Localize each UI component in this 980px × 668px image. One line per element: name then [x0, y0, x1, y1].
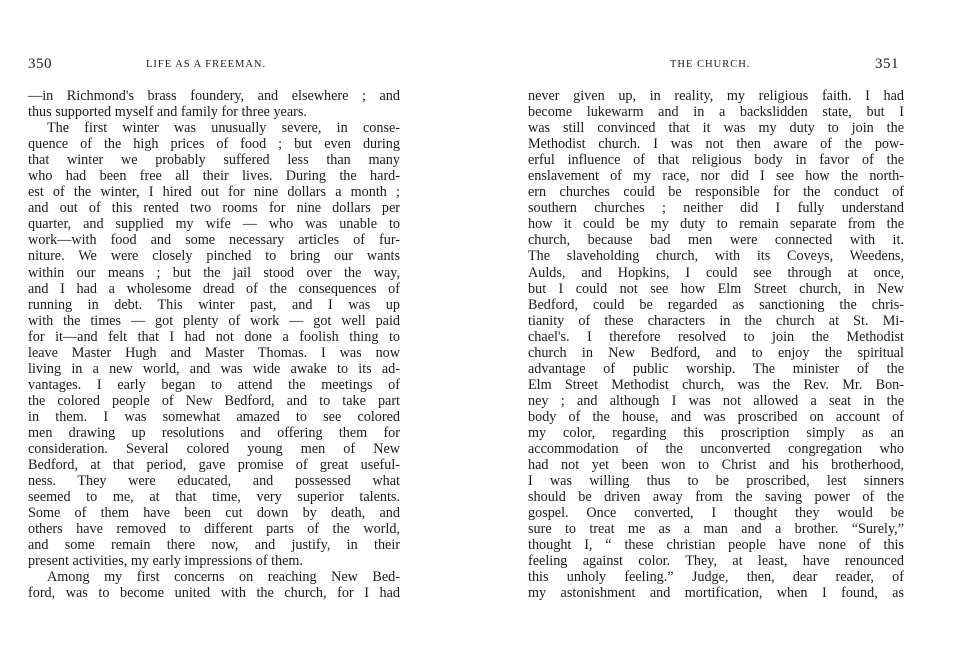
running-head: LIFE AS A FREEMAN. [146, 59, 267, 70]
text-line: the colored people of New Bedford, and to take part [28, 392, 400, 409]
text-line: Bedford, at that period, gave promise of great useful- [28, 457, 400, 474]
text-line: enslavement of my race, nor did I see how the north- [528, 168, 904, 185]
text-line: Methodist church. I was not then aware of the pow- [528, 136, 904, 153]
text-line: vantages. I early began to attend the meetings of [28, 376, 400, 393]
text-line: I was willing thus to be proscribed, lest sinners [528, 473, 904, 490]
text-line: ness. They were educated, and possessed what [28, 473, 400, 490]
text-line: consideration. Several colored young men of New [28, 441, 400, 458]
text-line: Some of them have been cut down by death, and [28, 505, 400, 522]
text-line: my astonishment and mortification, when I found, as [528, 585, 904, 602]
text-line: running in debt. This winter past, and I was up [28, 296, 400, 313]
text-line: ern churches could be responsible for the conduct of [528, 184, 904, 201]
body-text [28, 88, 400, 602]
text-line: thus supported myself and family for three years. [28, 104, 307, 121]
text-line: that winter we probably suffered less than many [28, 152, 400, 169]
text-line: ney ; and although I was not allowed a seat in the [528, 392, 904, 409]
text-line: but I could not see how Elm Street church, in New [528, 280, 904, 297]
text-line: ford, was to become united with the church, for I had [28, 585, 400, 602]
text-line: leave Master Hugh and Master Thomas. I was now [28, 344, 400, 361]
text-line: southern churches ; neither did I fully understand [528, 200, 904, 217]
text-line: church in New Bedford, and to enjoy the spiritual [528, 344, 904, 361]
text-line: niture. We were closely pinched to bring our wants [28, 248, 400, 265]
text-line: living in a new world, and was wide awake to its ad- [28, 360, 400, 377]
text-line: work—with food and some necessary articles of fur- [28, 232, 400, 249]
text-line: thought I, “ these christian people have none of this [528, 537, 904, 554]
text-line: sure to treat me as a man and a brother. “Surely,” [528, 521, 904, 538]
text-line: and out of this rented two rooms for nine dollars per [28, 200, 400, 217]
text-line: others have removed to different parts of the world, [28, 521, 400, 538]
text-line: quence of the high prices of food ; but even during [28, 136, 400, 153]
text-line: become lukewarm and in a backslidden state, but I [528, 104, 904, 121]
text-line: within our means ; but the jail stood over the way, [28, 264, 400, 281]
text-line: —in Richmond's brass foundery, and elsewhere ; and [28, 88, 400, 104]
text-line: chael's. I therefore resolved to join the Methodist [528, 328, 904, 345]
text-line: and I had a wholesome dread of the consequences of [28, 280, 400, 297]
text-line: this unholy feeling.” Judge, then, dear reader, of [528, 569, 904, 586]
text-line: should be driven away from the saving power of the [528, 489, 904, 506]
text-line: Among my first concerns on reaching New Bed- [47, 569, 400, 586]
right-page [490, 0, 980, 668]
text-line: present activities, my early impressions of them. [28, 553, 304, 570]
text-line: had not yet been won to Christ and his brotherhood, [528, 457, 904, 474]
text-line: seemed to me, at that time, very superior talents. [28, 489, 400, 506]
text-line: who had been free all their lives. During the hard- [28, 168, 400, 185]
text-line: and some remain there now, and justify, in their [28, 537, 400, 554]
text-line: gospel. Once converted, I thought they would be [528, 505, 904, 522]
page-number: 351 [875, 56, 899, 72]
text-line: Elm Street Methodist church, was the Rev. Mr. Bon- [528, 376, 904, 393]
body-text [528, 88, 904, 602]
text-line: tianity of these characters in the church at St. Mi- [528, 312, 904, 329]
text-line: men drawing up resolutions and offering them for [28, 424, 400, 441]
text-line: how it could be my duty to remain separate from the [528, 216, 904, 233]
text-line: my color, regarding this proscription simply as an [528, 424, 904, 441]
text-line: advantage of public worship. The minister of the [528, 360, 904, 377]
running-head: THE CHURCH. [670, 59, 751, 70]
text-line: Bedford, could be regarded as sanctioning the chris- [528, 296, 904, 313]
text-line: quarter, and supplied my wife — who was unable to [28, 216, 400, 233]
text-line: for it—and felt that I had not done a foolish thing to [28, 328, 400, 345]
text-line: The slaveholding church, with its Coveys, Weedens, [528, 248, 904, 265]
page-number: 350 [28, 56, 52, 72]
text-line: never given up, in reality, my religious faith. I had [528, 88, 904, 104]
text-line: body of the house, and was proscribed on account of [528, 408, 904, 425]
text-line: est of the winter, I hired out for nine dollars a month ; [28, 184, 400, 201]
text-line: feeling against color. They, at least, have renounced [528, 553, 904, 570]
text-line: Aulds, and Hopkins, I could see through at once, [528, 264, 904, 281]
text-line: The first winter was unusually severe, in conse- [47, 120, 400, 137]
text-line: church, because bad men were connected with it. [528, 232, 904, 249]
text-line: erful influence of that religious body in favor of the [528, 152, 904, 169]
left-page [0, 0, 480, 668]
text-line: with the times — got plenty of work — got well paid [28, 312, 400, 329]
text-line: in them. I was somewhat amazed to see colored [28, 408, 400, 425]
text-line: accommodation of the unconverted congregation who [528, 441, 904, 458]
text-line: was still convinced that it was my duty to join the [528, 120, 904, 137]
